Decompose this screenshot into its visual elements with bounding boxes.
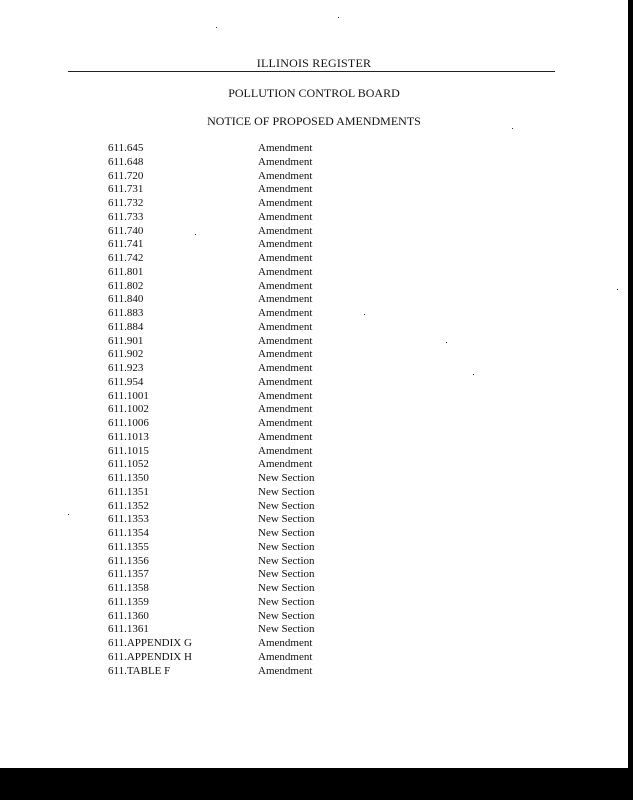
proposed-action: Amendment (258, 444, 313, 457)
list-item (108, 390, 378, 404)
proposed-action: Amendment (258, 210, 313, 223)
proposed-action: New Section (258, 513, 315, 526)
scan-speck (512, 128, 513, 129)
section-number: 611.1357 (108, 568, 149, 581)
section-number: 611.1350 (108, 472, 149, 484)
section-number: 611.645 (108, 142, 144, 154)
proposed-action: Amendment (258, 293, 313, 306)
section-number: 611.1351 (108, 485, 149, 498)
list-item (108, 280, 378, 294)
list-item (108, 252, 378, 266)
section-number: 611.802 (108, 279, 144, 292)
list-item (108, 142, 378, 156)
list-item (108, 348, 378, 362)
section-number: 611.901 (108, 334, 144, 347)
list-item (108, 170, 378, 184)
proposed-action: New Section (258, 485, 315, 498)
proposed-action: Amendment (258, 252, 313, 264)
section-number: 611.1358 (108, 582, 149, 594)
section-number: 611.954 (108, 375, 144, 388)
proposed-action: Amendment (258, 430, 313, 443)
section-number: 611.801 (108, 265, 144, 278)
proposed-action: Amendment (258, 224, 313, 237)
proposed-action: Amendment (258, 348, 313, 361)
proposed-action: Amendment (258, 320, 313, 333)
section-number: 611.1352 (108, 499, 149, 512)
section-number: 611.1353 (108, 513, 149, 526)
scan-speck (473, 374, 474, 375)
section-number: 611.1052 (108, 458, 149, 471)
notice-heading: NOTICE OF PROPOSED AMENDMENTS (207, 114, 421, 128)
proposed-action: Amendment (258, 650, 313, 663)
section-number: 611.1355 (108, 540, 149, 553)
proposed-action: Amendment (258, 265, 313, 278)
list-item (108, 610, 378, 624)
list-item (108, 238, 378, 252)
proposed-action: Amendment (258, 637, 313, 649)
proposed-action: Amendment (258, 169, 313, 182)
list-item (108, 197, 378, 211)
proposed-action: New Section (258, 472, 315, 484)
section-number: 611.720 (108, 169, 144, 182)
list-item (108, 458, 378, 472)
header-divider (68, 71, 555, 72)
list-item (108, 183, 378, 197)
proposed-action: New Section (258, 499, 315, 512)
proposed-action: Amendment (258, 664, 313, 677)
section-number: 611.741 (108, 238, 144, 251)
list-item (108, 403, 378, 417)
list-item (108, 651, 378, 665)
proposed-action: New Section (258, 609, 315, 622)
list-item (108, 266, 378, 280)
list-item (108, 307, 378, 321)
list-item (108, 362, 378, 376)
register-title: ILLINOIS REGISTER (256, 56, 372, 70)
list-item (108, 417, 378, 431)
list-item (108, 156, 378, 170)
proposed-action: Amendment (258, 389, 313, 402)
scan-speck (617, 289, 618, 290)
section-number: 611.1001 (108, 389, 149, 402)
section-number: 611.742 (108, 252, 144, 264)
proposed-action: Amendment (258, 307, 313, 319)
section-number: 611.902 (108, 348, 144, 361)
section-number: 611.1361 (108, 623, 149, 636)
section-number: 611.1360 (108, 609, 149, 622)
scan-speck (216, 27, 217, 28)
list-item (108, 445, 378, 459)
proposed-action: Amendment (258, 375, 313, 388)
section-number: 611.APPENDIX G (108, 637, 192, 649)
section-number: 611.APPENDIX H (108, 650, 192, 663)
proposed-action: New Section (258, 568, 315, 581)
proposed-action: Amendment (258, 362, 313, 374)
scan-speck (68, 514, 69, 515)
list-item (108, 596, 378, 610)
list-item (108, 555, 378, 569)
list-item (108, 225, 378, 239)
list-item (108, 637, 378, 651)
list-item (108, 541, 378, 555)
proposed-action: Amendment (258, 279, 313, 292)
section-number: 611.1013 (108, 430, 149, 443)
proposed-action: New Section (258, 623, 315, 636)
section-number: 611.1354 (108, 527, 149, 539)
proposed-action: New Section (258, 554, 315, 567)
proposed-action: New Section (258, 582, 315, 594)
section-number: 611.884 (108, 320, 144, 333)
scan-edge (628, 0, 633, 768)
list-item (108, 500, 378, 514)
list-item (108, 582, 378, 596)
section-number: 611.923 (108, 362, 144, 374)
proposed-action: Amendment (258, 142, 313, 154)
proposed-action: Amendment (258, 458, 313, 471)
section-number: 611.TABLE F (108, 664, 171, 677)
list-item (108, 211, 378, 225)
list-item (108, 376, 378, 390)
proposed-action: Amendment (258, 197, 313, 209)
section-number: 611.1359 (108, 595, 149, 608)
proposed-action: New Section (258, 527, 315, 539)
proposed-action: Amendment (258, 417, 313, 429)
section-number: 611.648 (108, 155, 144, 168)
section-number: 611.840 (108, 293, 144, 306)
section-number: 611.1002 (108, 403, 149, 416)
list-item (108, 335, 378, 349)
scan-speck (195, 234, 196, 235)
list-item (108, 527, 378, 541)
section-number: 611.740 (108, 224, 144, 237)
proposed-action: New Section (258, 540, 315, 553)
list-item (108, 431, 378, 445)
section-number: 611.1006 (108, 417, 149, 429)
list-item (108, 321, 378, 335)
list-item (108, 293, 378, 307)
proposed-action: New Section (258, 595, 315, 608)
scan-speck (338, 17, 339, 18)
proposed-action: Amendment (258, 403, 313, 416)
proposed-action: Amendment (258, 334, 313, 347)
section-number: 611.732 (108, 197, 144, 209)
list-item (108, 472, 378, 486)
list-item (108, 513, 378, 527)
scan-speck (364, 314, 365, 315)
scan-speck (446, 342, 447, 343)
section-list (108, 142, 378, 678)
section-number: 611.731 (108, 183, 144, 196)
list-item (108, 665, 378, 679)
proposed-action: Amendment (258, 155, 313, 168)
section-number: 611.733 (108, 210, 144, 223)
section-number: 611.1356 (108, 554, 149, 567)
proposed-action: Amendment (258, 238, 313, 251)
board-name: POLLUTION CONTROL BOARD (228, 86, 400, 100)
list-item (108, 486, 378, 500)
list-item (108, 623, 378, 637)
proposed-action: Amendment (258, 183, 313, 196)
section-number: 611.1015 (108, 444, 149, 457)
list-item (108, 568, 378, 582)
section-number: 611.883 (108, 307, 144, 319)
